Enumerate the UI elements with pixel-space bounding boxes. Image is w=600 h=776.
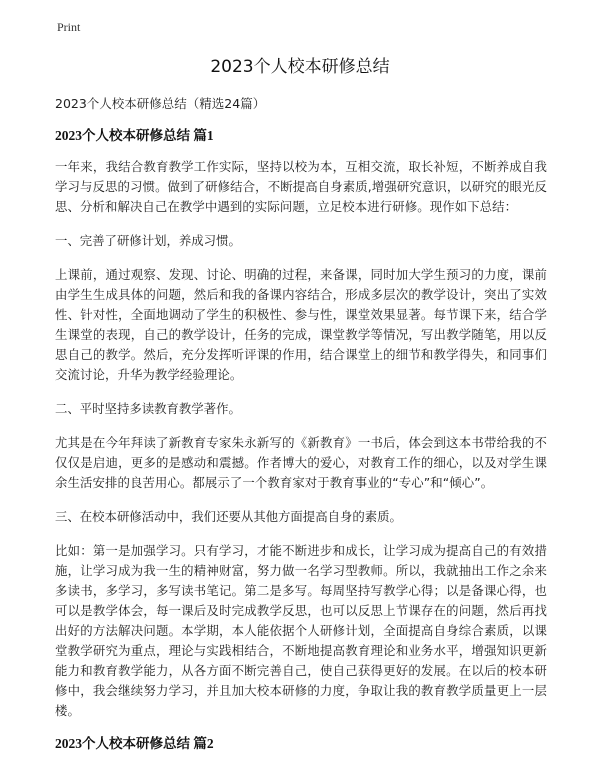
paragraph-quality: 比如：第一是加强学习。只有学习，才能不断进步和成长，让学习成为提高自己的有效措施，让学习成为我一生的精神财富，努力做一名学习型教师。所以，我就抽出工作之余来多读书，多学习，多写读书笔记。第二是多写。每周坚持写教学心得；以是备课心得，也可以是教学体会，每一课后及时完成教学反思，也可以反思上节课存在的问题，然后再找出好的方法解决问题。本学期，本人能依据个人研修计划，全面提高自身综合素质，以课堂教学研究为重点，理论与实践相结合，不断地提高教育理论和业务水平，增强知识更新能力和教育教学能力，从各方面不断完善自己，使自己获得更好的发展。在以后的校本研修中，我会继续努力学习，并且加大校本研修的力度，争取让我的教育教学质量更上一层楼。 (55, 543, 547, 718)
page-title: 2023个人校本研修总结 (210, 57, 390, 77)
subheading-quality: 三、在校本研修活动中，我们还要从其他方面提高自身的素质。 (55, 509, 402, 524)
paragraph-reading: 尤其是在今年拜读了新教育专家朱永新写的《新教育》一书后，体会到这本书带给我的不仅仅是启迪，更多的是感动和震撼。作者博大的爱心，对教育工作的细心，以及对学生课余生活安排的良苦用心。都展示了一个教育家对于教育事业的“专心”和“倾心”。 (55, 435, 547, 490)
section-heading-1: 2023个人校本研修总结 篇1 (55, 128, 214, 143)
section-heading-2: 2023个人校本研修总结 篇2 (55, 736, 214, 751)
document-body (55, 95, 547, 765)
subheading-plan: 一、完善了研修计划，养成习惯。 (55, 233, 241, 248)
subheading-reading: 二、平时坚持多读教育教学著作。 (55, 401, 241, 416)
document-subtitle: 2023个人校本研修总结（精选24篇） (55, 96, 266, 111)
paragraph-plan: 上课前，通过观察、发现、讨论、明确的过程，来备课，同时加大学生预习的力度，课前由学生生成具体的问题，然后和我的备课内容结合，形成多层次的教学设计，突出了实效性、针对性，全面地调动了学生的积极性、参与性，课堂效果显著。每节课下来，结合学生课堂的表现，自己的教学设计，任务的完成，课堂教学等情况，写出教学随笔，用以反思自己的教学。然后，充分发挥听评课的作用，结合课堂上的细节和教学得失，和同事们交流讨论，升华为教学经验理论。 (55, 267, 547, 382)
print-label: Print (57, 20, 81, 34)
paragraph-intro: 一年来，我结合教育教学工作实际，坚持以校为本，互相交流，取长补短，不断养成自我学习与反思的习惯。做到了研修结合，不断提高自身素质,增强研究意识，以研究的眼光反思、分析和解决自己在教学中遇到的实际问题，立足校本进行研修。现作如下总结： (55, 159, 547, 214)
